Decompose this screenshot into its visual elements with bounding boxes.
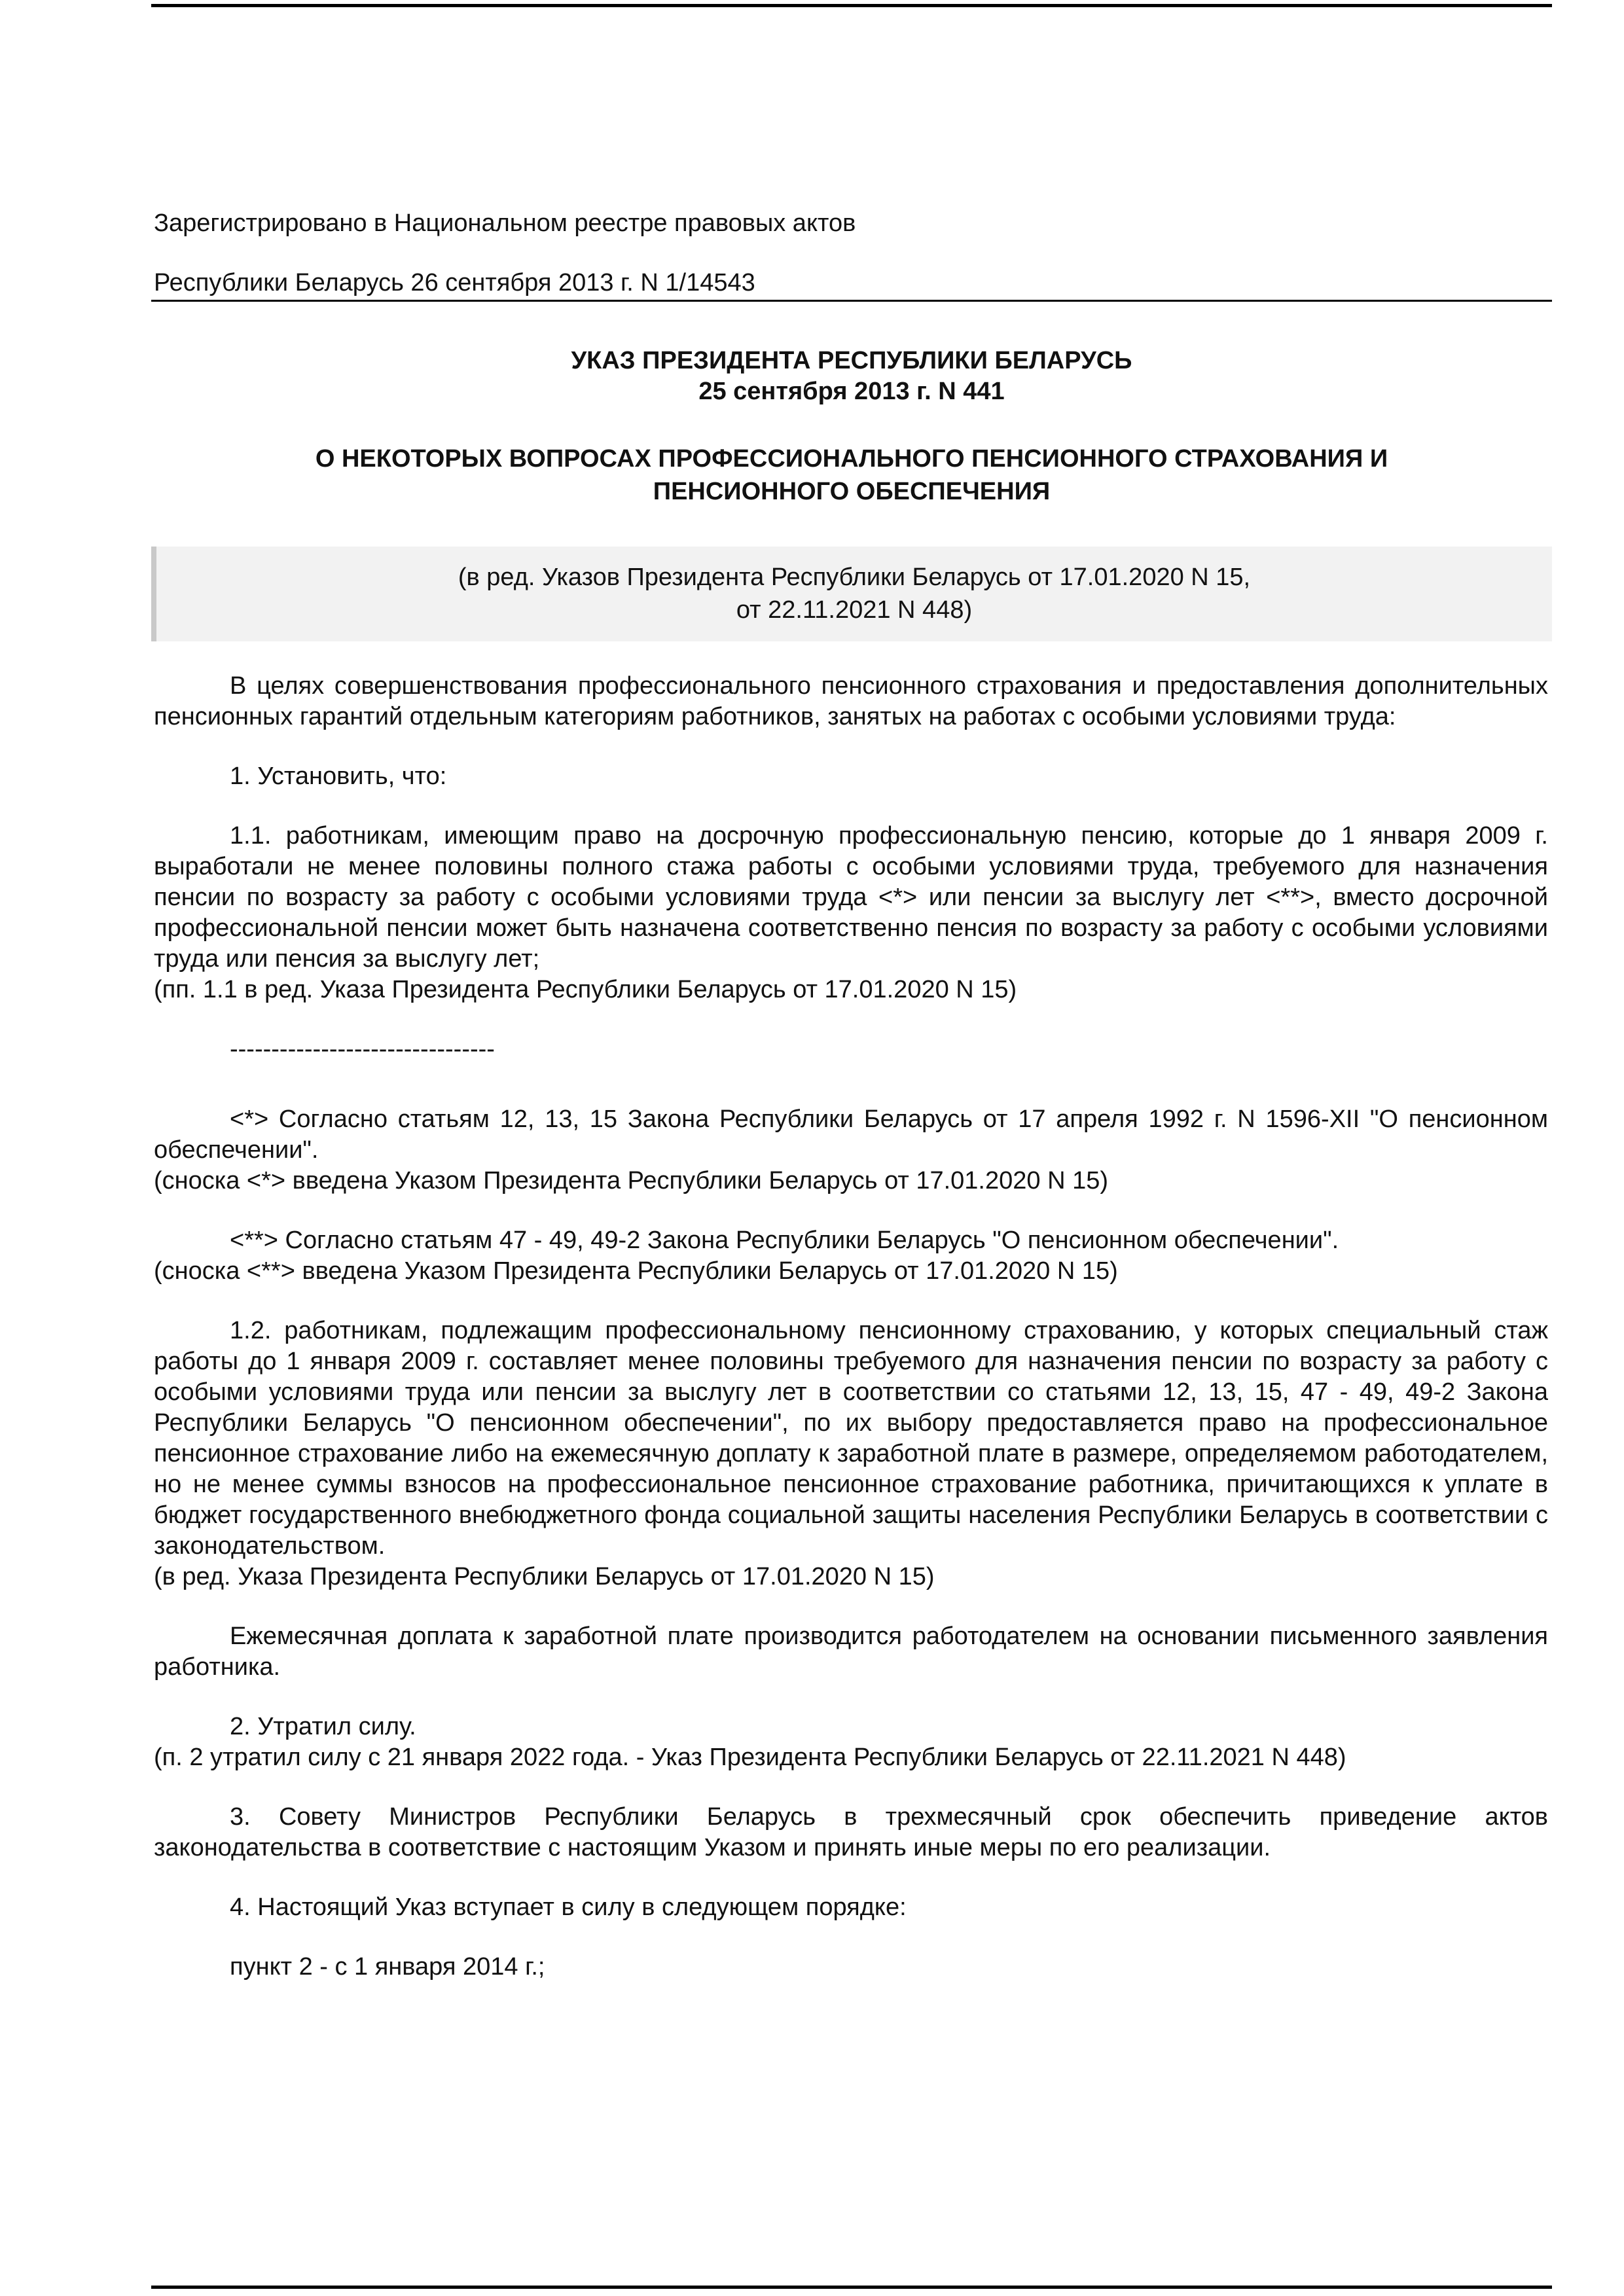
decree-title-line: УКАЗ ПРЕЗИДЕНТА РЕСПУБЛИКИ БЕЛАРУСЬ bbox=[571, 347, 1132, 374]
amendments-box bbox=[151, 547, 1552, 641]
registration-line-1: Зарегистрировано в Национальном реестре правовых актов bbox=[154, 209, 856, 237]
footnote-separator: -------------------------------- bbox=[230, 1035, 495, 1063]
preamble-paragraph: В целях совершенствования профессионального пенсионного страхования и предоставления дополнительных пенсионных гарантий отдельным категориям работников, занятых на работах с особыми условиями труда: bbox=[154, 672, 1548, 730]
item-1: 1. Установить, что: bbox=[230, 762, 447, 790]
decree-date-number: 25 сентября 2013 г. N 441 bbox=[698, 378, 1005, 405]
registration-rule bbox=[151, 300, 1552, 302]
registration-line-2: Республики Беларусь 26 сентября 2013 г. N 1/14543 bbox=[154, 269, 755, 296]
amendments-line-1: (в ред. Указов Президента Республики Беларусь от 17.01.2020 N 15, bbox=[458, 564, 1251, 591]
decree-subject bbox=[151, 442, 1552, 508]
item-3: 3. Совету Министров Республики Беларусь в трехмесячный срок обеспечить приведение актов законодательства в соответствие с настоящим Указом и принять иные меры по его реализации. bbox=[154, 1803, 1548, 1861]
item-1-2: 1.2. работникам, подлежащим профессиональному пенсионному страхованию, у которых специальный стаж работы до 1 января 2009 г. составляет менее половины требуемого для назначения пенсии по возрасту за работу с особыми условиями труда или пенсии за выслугу лет в соответствии со статьями 12, 13, 15, 47 - 49, 49-2 Закона Республики Беларусь "О пенсионном обеспечении", по их выбору предоставляется право на профессиональное пенсионное страхование либо на ежемесячную доплату к заработной плате в размере, определяемом работодателем, но не менее суммы взносов на профессиональное пенсионное страхование работника, причитающихся к уплате в бюджет государственного внебюджетного фонда социальной защиты населения Республики Беларусь в соответствии с законодательством. bbox=[154, 1317, 1548, 1560]
decree-subject-line-1: О НЕКОТОРЫХ ВОПРОСАХ ПРОФЕССИОНАЛЬНОГО ПЕНСИОННОГО СТРАХОВАНИЯ И bbox=[315, 445, 1388, 473]
footnote-1-note: (сноска <*> введена Указом Президента Республики Беларусь от 17.01.2020 N 15) bbox=[154, 1167, 1109, 1194]
footnote-1: <*> Согласно статьям 12, 13, 15 Закона Республики Беларусь от 17 апреля 1992 г. N 1596-XII "О пенсионном обеспечении". bbox=[154, 1105, 1548, 1164]
decree-body bbox=[154, 671, 1548, 2011]
registration-block bbox=[154, 194, 1548, 313]
decree-subject-line-2: ПЕНСИОННОГО ОБЕСПЕЧЕНИЯ bbox=[653, 478, 1051, 505]
item-1-1-note: (пп. 1.1 в ред. Указа Президента Республики Беларусь от 17.01.2020 N 15) bbox=[154, 976, 1017, 1003]
footnote-2-note: (сноска <**> введена Указом Президента Республики Беларусь от 17.01.2020 N 15) bbox=[154, 1257, 1118, 1285]
item-4: 4. Настоящий Указ вступает в силу в следующем порядке: bbox=[230, 1893, 907, 1921]
item-1-2-note: (в ред. Указа Президента Республики Беларусь от 17.01.2020 N 15) bbox=[154, 1563, 935, 1590]
item-2: 2. Утратил силу. bbox=[230, 1713, 416, 1740]
item-1-1: 1.1. работникам, имеющим право на досрочную профессиональную пенсию, которые до 1 января 2009 г. выработали не менее половины полного стажа работы с особыми условиями труда, требуемого для назначения пенсии по возрасту за работу с особыми условиями труда <*> или пенсии за выслугу лет <**>, вместо досрочной профессиональной пенсии может быть назначена соответственно пенсия по возрасту за работу с особыми условиями труда или пенсия за выслугу лет; bbox=[154, 822, 1548, 973]
item-4-clause: пункт 2 - с 1 января 2014 г.; bbox=[230, 1953, 545, 1981]
monthly-supplement-paragraph: Ежемесячная доплата к заработной плате производится работодателем на основании письменного заявления работника. bbox=[154, 1623, 1548, 1681]
top-rule bbox=[151, 4, 1552, 7]
bottom-rule bbox=[151, 2286, 1552, 2289]
decree-title bbox=[151, 346, 1552, 407]
item-2-note: (п. 2 утратил силу с 21 января 2022 года. - Указ Президента Республики Беларусь от 22.11.2021 N 448) bbox=[154, 1744, 1346, 1771]
amendments-line-2: от 22.11.2021 N 448) bbox=[736, 596, 973, 624]
footnote-2: <**> Согласно статьям 47 - 49, 49-2 Закона Республики Беларусь "О пенсионном обеспечении". bbox=[230, 1227, 1339, 1254]
